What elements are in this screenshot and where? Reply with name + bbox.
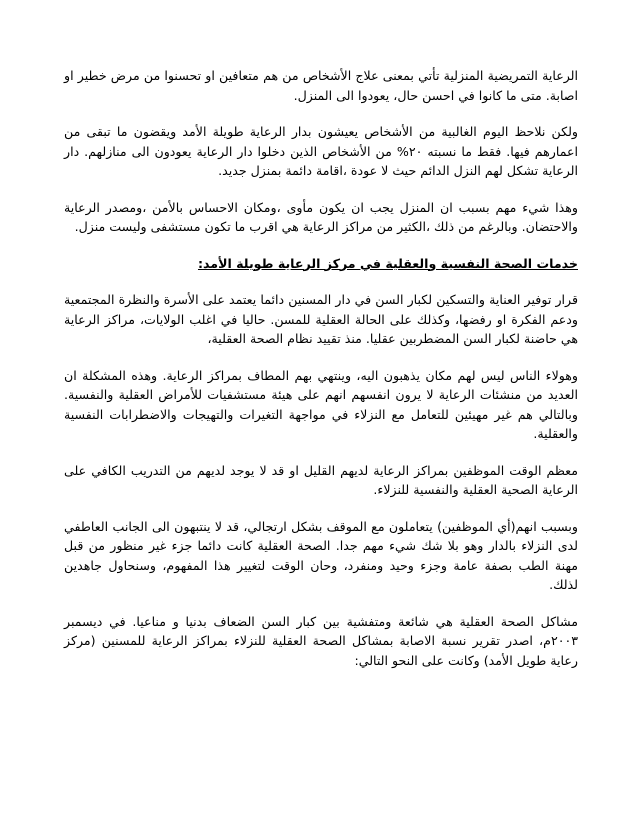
paragraph-mental-health-stats: مشاكل الصحة العقلية هي شائعة ومتفشية بين كبار السن الضعاف بدنيا و مناعيا. في ديسمبر ٢٠٠٣م، اصدر تقرير نسبة الاصابة بمشاكل الصحة العقلية للنزلاء بمراكز الرعاية للمسنين (مركز رعاية طويل الأمد) وكانت على النحو التالي: [64, 613, 578, 668]
paragraph-long-term-care: ولكن نلاحظ اليوم الغالبية من الأشخاص يعيشون بدار الرعاية طويلة الأمد ويقضون ما تبقى من اعمارهم فيها. فقط ما نسبته ٢٠% من الأشخاص الذين دخلوا دار الرعاية يعودون الى منازلهم. دار الرعاية تشكل لهم النزل الدائم حيث لا عودة ،اقامة دائمة بمنزل جديد. [64, 124, 578, 178]
paragraph-improvised-handling: وبسبب انهم(أي الموظفين) يتعاملون مع الموقف بشكل ارتجالي، قد لا ينتبهون الى الجانب العاطفي لدى النزلاء بالدار وهو بلا شك شيء مهم جدا. الصحة العقلية كانت دائما جزء غير منظور من قبل مهنة الطب بصفة عامة وجزء وحيد ومنفرد، وحان الوقت لتغيير هذا المفهوم، وسنحاول جاهدين لذلك. [64, 518, 578, 592]
paragraph-home-importance: وهذا شيء مهم بسبب ان المنزل يجب ان يكون مأوى ،ومكان الاحساس بالأمن ،ومصدر الرعاية والاحتضان. وبالرغم من ذلك ،الكثير من مراكز الرعاية هي اقرب ما تكون مستشفى وليست منزل. [64, 199, 578, 234]
paragraph-care-decision: قرار توفير العناية والتسكين لكبار السن في دار المسنين دائما يعتمد على الأسرة والنظرة المجتمعية ودعم الفكرة او رفضها، وكذلك على الحالة العقلية للمسن. حاليا في اغلب الولايات، مراكز الرعاية هي حاضنة لكبار السن المضطربين عقليا. منذ تقييد نظام الصحة العقلية، [64, 292, 578, 346]
section-heading: خدمات الصحة النفسية والعقلية في مركز الرعاية طويلة الأمد: [197, 255, 578, 271]
document-body [64, 66, 578, 687]
paragraph-people-nowhere: وهولاء الناس ليس لهم مكان يذهبون اليه، وينتهي بهم المطاف بمراكز الرعاية. وهذه المشكلة ان العديد من منشئات الرعاية لا يرون انفسهم انهم على هيئة مستشفيات للأمراض العقلية والنفسية. وبالتالي هم غير مهيئين للتعامل مع النزلاء في مواجهة التغيرات والتهيجات والاضطرابات النفسية والعقلية. [64, 367, 578, 441]
paragraph-intro: الرعاية التمريضية المنزلية تأتي بمعنى علاج الأشخاص من هم متعافين او تحسنوا من مرض خطير او اصابة. متى ما كانوا في احسن حال، يعودوا الى المنزل. [64, 68, 578, 103]
paragraph-staff-training: معظم الوقت الموظفين بمراكز الرعاية لديهم القليل او قد لا يوجد لديهم من التدريب الكافي على الرعاية الصحية العقلية والنفسية للنزلاء. [64, 462, 578, 497]
